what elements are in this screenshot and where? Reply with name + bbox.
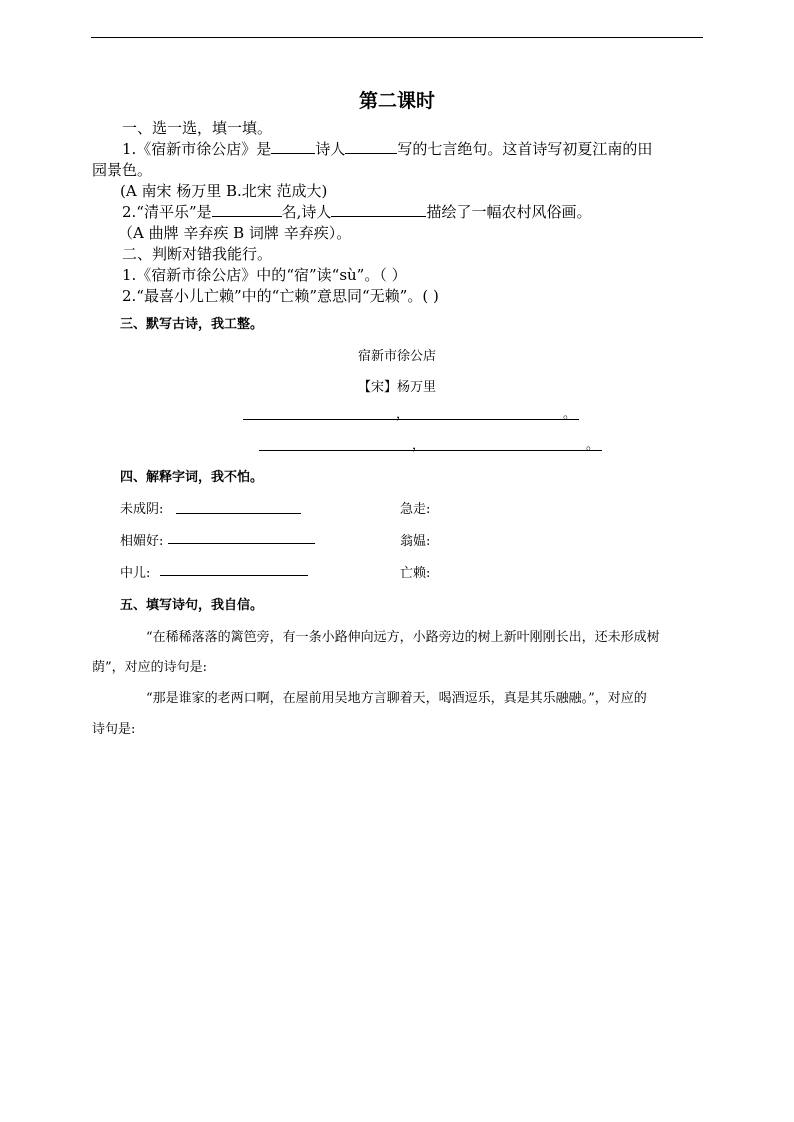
question-2-line bbox=[122, 201, 591, 222]
poem-line-1-comma: ， bbox=[396, 407, 410, 422]
header-rule bbox=[91, 37, 703, 38]
word-label-wang-lai: 亡赖: bbox=[400, 566, 431, 581]
question-2-options: （A 曲牌 辛弃疾 B 词牌 辛弃疾）。 bbox=[118, 224, 352, 242]
fill-paragraph-1-line-1: “在稀稀落落的篱笆旁，有一条小路伸向远方，小路旁边的树上新叶刚刚长出，还未形成树 bbox=[146, 630, 660, 645]
poem-author: 【宋】杨万里 bbox=[357, 380, 436, 395]
question-1-line bbox=[122, 138, 652, 159]
section1-heading: 一、选一选，填一填。 bbox=[122, 119, 273, 137]
fill-paragraph-1-line-2: 荫”，对应的诗句是: bbox=[92, 660, 208, 675]
section2-heading: 二、判断对错我能行。 bbox=[122, 245, 273, 263]
question-1-text-d: 园景色。 bbox=[92, 161, 153, 179]
section4-heading: 四、解释字词，我不怕。 bbox=[120, 470, 264, 485]
poem-line-2-comma: ， bbox=[412, 438, 426, 453]
poem-title: 宿新市徐公店 bbox=[357, 349, 436, 364]
question-1-text-a: 1.《宿新市徐公店》是 bbox=[122, 140, 272, 158]
page-title: 第二课时 bbox=[358, 90, 435, 112]
word-label-weng-ao: 翁媪: bbox=[400, 534, 431, 549]
answer-blank-dynasty[interactable] bbox=[271, 140, 315, 154]
answer-blank-poet[interactable] bbox=[345, 140, 397, 154]
word-answer-zhong-er[interactable] bbox=[160, 575, 308, 576]
section3-heading: 三、默写古诗，我工整。 bbox=[120, 317, 264, 332]
word-label-wei-cheng-yin: 未成阴: bbox=[120, 502, 164, 517]
question-1-text-b: 诗人 bbox=[315, 140, 346, 158]
question-1-text-c: 写的七言绝句。这首诗写初夏江南的田 bbox=[397, 140, 653, 158]
poem-line-2-blank[interactable] bbox=[259, 450, 602, 451]
poem-line-2-period: 。 bbox=[586, 438, 600, 453]
question-2-text-a: 2.“清平乐”是 bbox=[122, 203, 212, 221]
word-label-zhong-er: 中儿: bbox=[120, 566, 151, 581]
answer-blank-poet-2[interactable] bbox=[331, 203, 426, 217]
poem-line-1-blank[interactable] bbox=[243, 419, 579, 420]
fill-paragraph-2-line-1: “那是谁家的老两口啊，在屋前用吴地方言聊着天，喝酒逗乐，真是其乐融融。”，对应的 bbox=[146, 691, 647, 706]
judge-question-1: 1.《宿新市徐公店》中的“宿”读“sù”。（ ） bbox=[122, 266, 407, 284]
word-answer-xiang-mei-hao[interactable] bbox=[168, 543, 315, 544]
word-label-ji-zou: 急走: bbox=[400, 502, 431, 517]
question-2-text-b: 名,诗人 bbox=[281, 203, 332, 221]
judge-question-2: 2.“最喜小儿亡赖”中的“亡赖”意思同“无赖”。( ) bbox=[122, 287, 439, 305]
section5-heading: 五、填写诗句，我自信。 bbox=[120, 598, 264, 613]
poem-line-1-period: 。 bbox=[563, 407, 577, 422]
word-label-xiang-mei-hao: 相媚好: bbox=[120, 534, 164, 549]
question-2-text-c: 描绘了一幅农村风俗画。 bbox=[426, 203, 592, 221]
question-1-options: (A 南宋 杨万里 B.北宋 范成大) bbox=[120, 182, 328, 200]
fill-paragraph-2-line-2: 诗句是: bbox=[92, 722, 136, 737]
answer-blank-name-type[interactable] bbox=[212, 203, 282, 217]
word-answer-wei-cheng-yin[interactable] bbox=[176, 513, 301, 514]
